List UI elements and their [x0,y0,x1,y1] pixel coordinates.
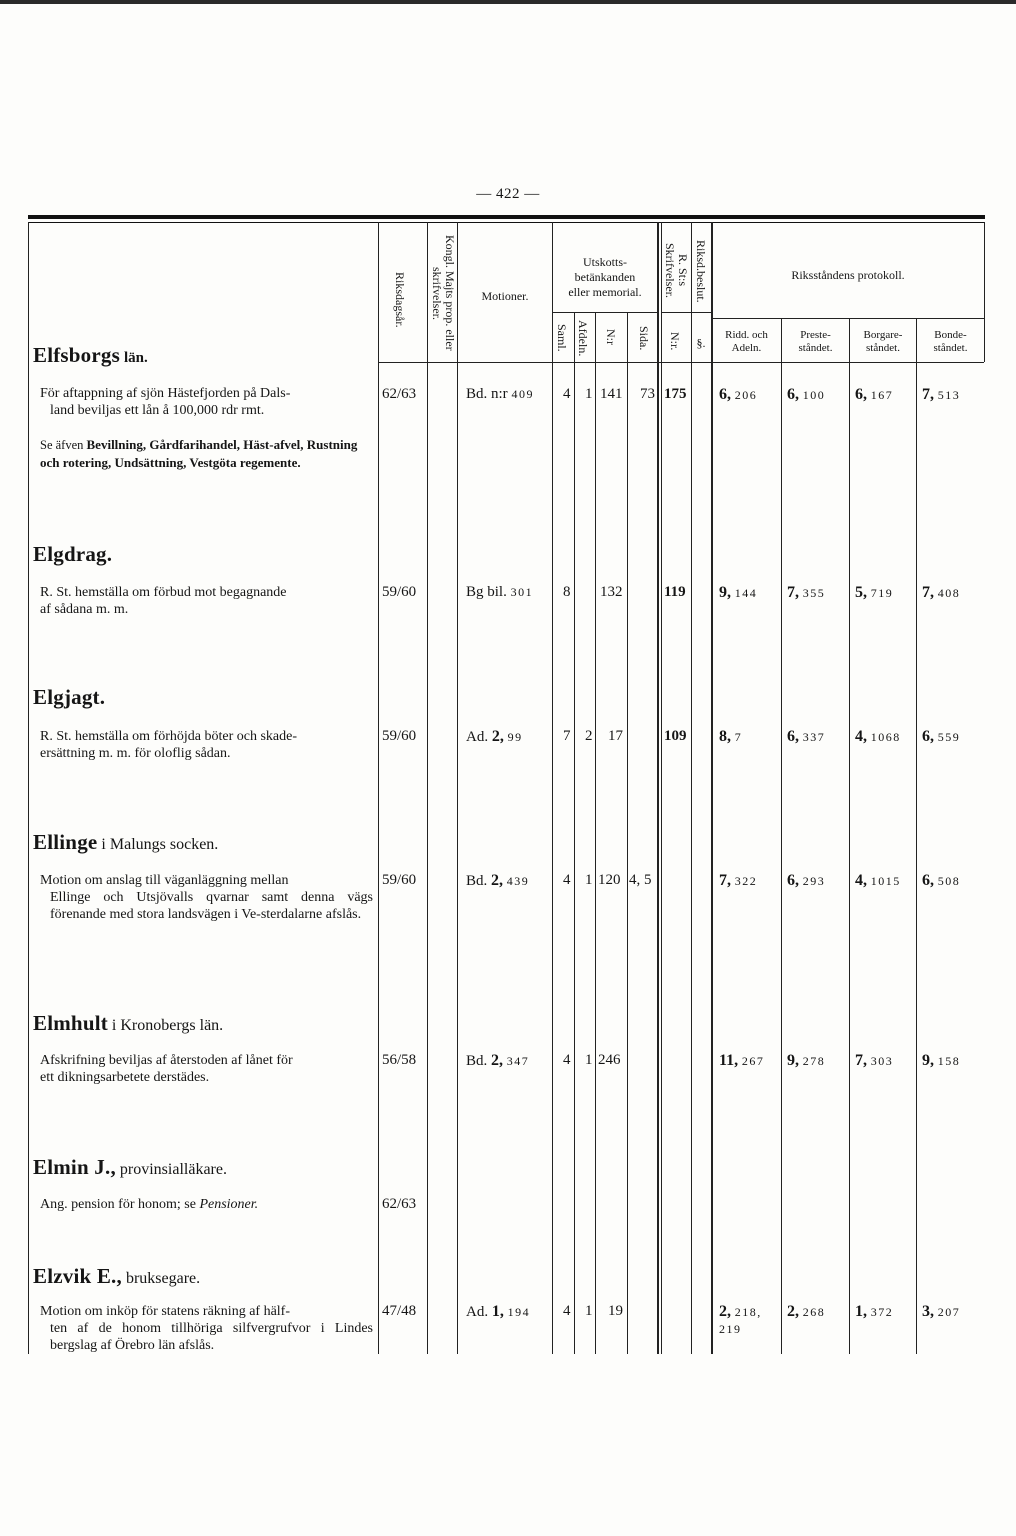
cell-ridd-vol: 8, [719,728,731,745]
utskott-sub-line [552,312,657,313]
header-utskotts: Utskotts- [582,255,627,269]
entry-description-cont: land beviljas ett lån å 100,000 rdr rmt. [50,403,265,418]
entry-description [40,728,373,762]
cell-borg [855,1303,893,1321]
cell-borg [855,1052,893,1070]
cell-year: 59/60 [382,584,417,600]
see-also [40,436,370,472]
header-prest-1: Preste- [800,329,831,341]
col-line-borg-right [916,318,917,1354]
cell-motion-vol: 2, [491,872,504,889]
col-line-protokoll-left [711,222,713,1354]
cell-motion-page: 409 [511,387,534,401]
cell-sida: 4, 5 [629,872,652,888]
cell-prest-vol: 9, [787,1052,799,1069]
cell-ridd-page: 206 [734,388,758,402]
cell-ridd-page: 267 [741,1054,765,1068]
cell-ridd [719,728,742,746]
entry-suffix: län. [123,350,148,366]
entry-heading [33,1011,223,1036]
header-eller-memorial: eller memorial. [568,285,642,299]
rsts-sub-line [661,312,711,313]
cell-rsts-nr: 175 [664,386,687,402]
cell-borg [855,728,901,746]
cell-bonde-page: 408 [937,586,961,600]
cell-motion-kind: Bd. [466,386,488,402]
cell-prest [787,386,825,404]
cell-ridd [719,584,757,602]
cell-bonde-vol: 9, [922,1052,934,1069]
cell-borg-vol: 5, [855,584,867,601]
cell-bonde-page: 158 [937,1054,961,1068]
entry-description [40,872,373,923]
entry-description-cont: ersättning m. m. för oloflig sådan. [40,746,231,761]
cell-prest-page: 293 [802,874,826,888]
entry-heading [33,542,112,567]
entry-description [40,1303,373,1354]
header-nr: N:r [604,329,618,345]
cell-afdeln: 1 [585,1052,593,1068]
entry-description-line: Motion om anslag till väganläggning mellan [40,873,289,888]
cell-prest [787,1303,825,1321]
cell-bonde-page: 513 [937,388,961,402]
cell-prest [787,584,825,602]
entry-suffix: provinsialläkare. [119,1161,227,1178]
cell-prest [787,1052,825,1070]
cell-bonde [922,584,960,602]
cell-borg-page: 719 [870,586,894,600]
cell-nr: 120 [598,872,621,888]
cell-motion-page: 347 [506,1054,530,1068]
cell-borg-vol: 6, [855,386,867,403]
header-rule-thin [28,222,985,223]
cell-borg [855,584,893,602]
cell-year: 47/48 [382,1303,417,1319]
protokoll-sub-line [711,318,984,319]
cell-bonde [922,872,960,890]
entry-heading [33,830,218,855]
cell-prest-vol: 6, [787,386,799,403]
header-rsts-nr: N:r. [668,331,682,351]
col-line-prest-right [849,318,850,1354]
cell-motion-kind: Bd. [466,1053,488,1069]
cell-bonde-vol: 3, [922,1303,934,1320]
col-line-kongl-left [427,222,428,1354]
cell-prest-vol: 7, [787,584,799,601]
entry-description-line: Motion om inköp för statens räkning af hälf- [40,1304,291,1319]
cell-borg [855,386,893,404]
cell-bonde [922,386,960,404]
cell-motion-ref [466,872,529,890]
header-borg-1: Borgare- [863,329,903,341]
entry-name: Elfsborgs [33,343,120,367]
col-line-rsts-mid [661,222,662,1354]
col-line-rsts-left [657,222,659,1354]
cell-prest-vol: 6, [787,872,799,889]
entry-description [40,385,373,419]
header-rule-thick [28,215,985,219]
cell-nr: 17 [608,728,623,744]
cell-bonde [922,1303,960,1321]
page-top-edge [0,0,1016,4]
cell-prest-page: 100 [802,388,826,402]
header-riksd-beslut: Riksd.beslut. [694,239,708,303]
col-line-year-left [378,222,379,1354]
cell-borg-page: 1068 [870,730,901,744]
cell-nr: 19 [608,1303,623,1319]
cell-motion-ref [466,728,523,746]
cell-borg-page: 303 [870,1054,894,1068]
entry-description-line: Ang. pension för honom; se [40,1197,196,1212]
cell-ridd-vol: 9, [719,584,731,601]
entry-suffix: i Kronobergs län. [111,1017,224,1034]
col-line-saml-right [574,312,575,1354]
cell-ridd-page: 218, [734,1305,762,1319]
entry-heading [33,343,148,368]
cell-ridd [719,386,757,404]
entry-heading [33,1155,227,1180]
cell-saml: 4 [563,386,571,402]
cell-bonde-page: 508 [937,874,961,888]
cell-borg-vol: 4, [855,872,867,889]
cell-motion-ref [466,584,533,601]
cell-year: 59/60 [382,872,417,888]
header-ridd-1: Ridd. och [725,329,768,341]
cell-motion-ref [466,1303,530,1321]
cell-bonde-page: 559 [937,730,961,744]
cell-borg-page: 167 [870,388,894,402]
col-line-riksd-left [691,222,692,1354]
cell-ridd [719,1303,762,1321]
cell-motion-ref [466,1052,529,1070]
header-bonde-2: ståndet. [933,342,968,354]
cell-motion-vol: 1, [491,1303,504,1320]
cell-afdeln: 1 [585,1303,593,1319]
cell-afdeln: 2 [585,728,593,744]
entry-description-cont: af sådana m. m. [40,602,129,617]
cell-motion-kind: Bg [466,584,484,600]
cell-motion-vol: bil. [487,584,507,600]
entry-suffix: i Malungs socken. [101,836,219,853]
entry-name: Ellinge [33,830,98,854]
cell-sida: 73 [640,386,655,402]
cell-saml: 8 [563,584,571,600]
header-motioner: Motioner. [481,289,529,303]
see-also-prefix: Se äfven [40,438,84,452]
cell-bonde-vol: 7, [922,386,934,403]
cell-prest-page: 355 [802,586,826,600]
cell-borg-vol: 4, [855,728,867,745]
cell-prest-page: 278 [802,1054,826,1068]
cell-motion-page: 194 [507,1305,531,1319]
cell-rsts-nr: 119 [664,584,686,600]
col-line-ridd-right [781,318,782,1354]
page-number: — 422 — [476,186,540,202]
header-sida: Sida. [637,325,651,351]
cell-motion-kind: Ad. [466,729,489,745]
cell-motion-kind: Ad. [466,1304,489,1320]
col-line-motioner-left [457,222,458,1354]
cell-prest-vol: 2, [787,1303,799,1320]
cell-prest [787,728,825,746]
col-line-left [28,222,29,1354]
cell-saml: 4 [563,1052,571,1068]
entry-description-line: R. St. hemställa om förbud mot begagnande [40,585,287,600]
header-saml: Saml. [555,324,569,352]
header-betankanden: betänkanden [574,270,636,284]
cell-year: 62/63 [382,386,417,402]
entry-heading [33,685,105,710]
entry-heading [33,1264,200,1289]
cell-ridd-cont [719,1321,742,1338]
cell-bonde-page: 207 [937,1305,961,1319]
cell-ridd-vol: 6, [719,386,731,403]
header-paragraph: §. [696,336,706,350]
cell-prest-page: 268 [802,1305,826,1319]
header-bonde-1: Bonde- [934,329,967,341]
entry-suffix: bruksegare. [125,1270,201,1287]
see-also-list: Bevillning, Gårdfarihandel, Häst-afvel, Rustning och rotering, Undsättning, Vestgöta regemente. [40,437,358,470]
cell-year: 59/60 [382,728,417,744]
entry-name: Elmhult [33,1011,108,1035]
cell-ridd [719,1052,764,1070]
entry-name: Elzvik E., [33,1264,122,1288]
cell-bonde [922,728,960,746]
cell-year: 56/58 [382,1052,417,1068]
cell-borg-page: 1015 [870,874,901,888]
cell-motion-page: 301 [510,585,534,599]
header-rsts: R. St:s Skrifvelser. [663,242,690,298]
entry-name: Elgdrag. [33,542,113,566]
cell-borg [855,872,901,890]
cell-bonde-vol: 6, [922,872,934,889]
header-afdeln: Afdeln. [576,319,590,357]
col-line-afdeln-right [595,312,596,1354]
cell-motion-vol: 2, [491,1052,504,1069]
entry-name: Elmin J., [33,1155,116,1179]
header-protokoll: Riksståndens protokoll. [791,268,905,282]
cell-nr: 246 [598,1052,621,1068]
cell-ridd-page: 7 [734,730,743,744]
entry-description [40,1052,373,1086]
cell-borg-vol: 7, [855,1052,867,1069]
cell-motion-ref [466,386,534,403]
cell-nr: 132 [600,584,623,600]
entry-description-line: För aftappning af sjön Hästefjorden på Dals- [40,386,291,401]
cell-bonde-vol: 7, [922,584,934,601]
header-kongl: Kongl. Majts prop. eller skrifvelser. [430,235,457,351]
cell-rsts-nr: 109 [664,728,687,744]
cell-prest-vol: 6, [787,728,799,745]
header-riksdagsar: Riksdagsår. [393,272,407,328]
cell-motion-vol: n:r [491,386,508,402]
cell-saml: 7 [563,728,571,744]
entry-description [40,584,373,618]
cell-motion-vol: 2, [491,728,504,745]
col-line-nr-right [627,312,628,1354]
entry-description-cont: Ellinge och Utsjövalls qvarnar samt denna vägs förenande med stora landsvägen i Ve-sterdalarne afslås. [50,890,373,922]
entry-name: Elgjagt. [33,685,106,709]
col-line-right [984,222,985,362]
cell-ridd-vol: 7, [719,872,731,889]
cell-ridd-page: 322 [734,874,758,888]
cell-motion-kind: Bd. [466,873,488,889]
cell-borg-page: 372 [870,1305,894,1319]
cell-year: 62/63 [382,1196,417,1212]
entry-description-line: R. St. hemställa om förhöjda böter och skade- [40,729,297,744]
cell-afdeln: 1 [585,386,593,402]
cell-ridd-page: 144 [734,586,758,600]
cell-bonde-vol: 6, [922,728,934,745]
cell-saml: 4 [563,1303,571,1319]
header-prest-2: ståndet. [798,342,833,354]
entry-description-cont: ten af de honom tillhöriga silfvergrufvor i Lindes bergslag af Örebro län afslås. [50,1321,373,1353]
entry-description [40,1196,373,1213]
header-bottom-line [378,362,984,363]
cell-ridd-vol: 2, [719,1303,731,1320]
cell-afdeln: 1 [585,872,593,888]
header-ridd-2: Adeln. [731,342,762,354]
cell-borg-vol: 1, [855,1303,867,1320]
cell-ridd-page-cont: 219 [719,1322,742,1336]
cell-motion-page: 439 [506,874,530,888]
cell-saml: 4 [563,872,571,888]
header-borg-2: ståndet. [866,342,900,354]
cell-ridd-vol: 11, [719,1052,739,1069]
entry-description-ref: Pensioner. [199,1197,259,1212]
cell-prest-page: 337 [802,730,826,744]
entry-description-line: Afskrifning beviljas af återstoden af lånet för [40,1053,293,1068]
col-line-utskott-left [552,222,553,1354]
cell-nr: 141 [600,386,623,402]
entry-description-cont: ett dikningsarbetete derstädes. [40,1070,210,1085]
cell-motion-page: 99 [507,730,523,744]
cell-bonde [922,1052,960,1070]
cell-prest [787,872,825,890]
cell-ridd [719,872,757,890]
